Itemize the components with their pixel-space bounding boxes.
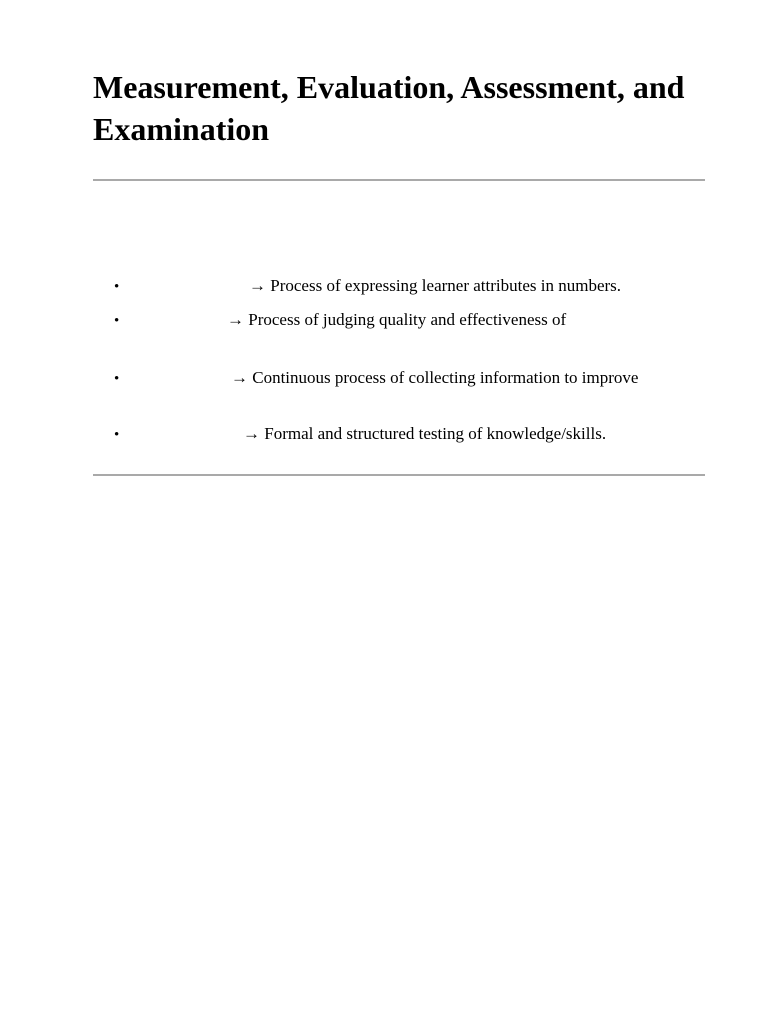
definition-text: → Process of judging quality and effectiveness of xyxy=(227,310,567,329)
bullet: • xyxy=(114,371,120,387)
divider-bottom xyxy=(93,474,705,476)
bullet: • xyxy=(114,427,120,443)
list-item xyxy=(93,274,705,298)
page-title: Measurement, Evaluation, Assessment, and Examination xyxy=(93,69,685,147)
definition-text: → Process of expressing learner attributes in numbers. xyxy=(249,276,622,295)
definition-text: → Continuous process of collecting information to improve xyxy=(231,368,639,387)
definition-text: → Formal and structured testing of knowledge/skills. xyxy=(243,424,607,443)
bullet: • xyxy=(114,279,120,295)
list-item xyxy=(93,422,705,446)
divider-top xyxy=(93,179,705,181)
bullet: • xyxy=(114,313,120,329)
list-item xyxy=(93,308,705,332)
list-item xyxy=(93,366,705,390)
